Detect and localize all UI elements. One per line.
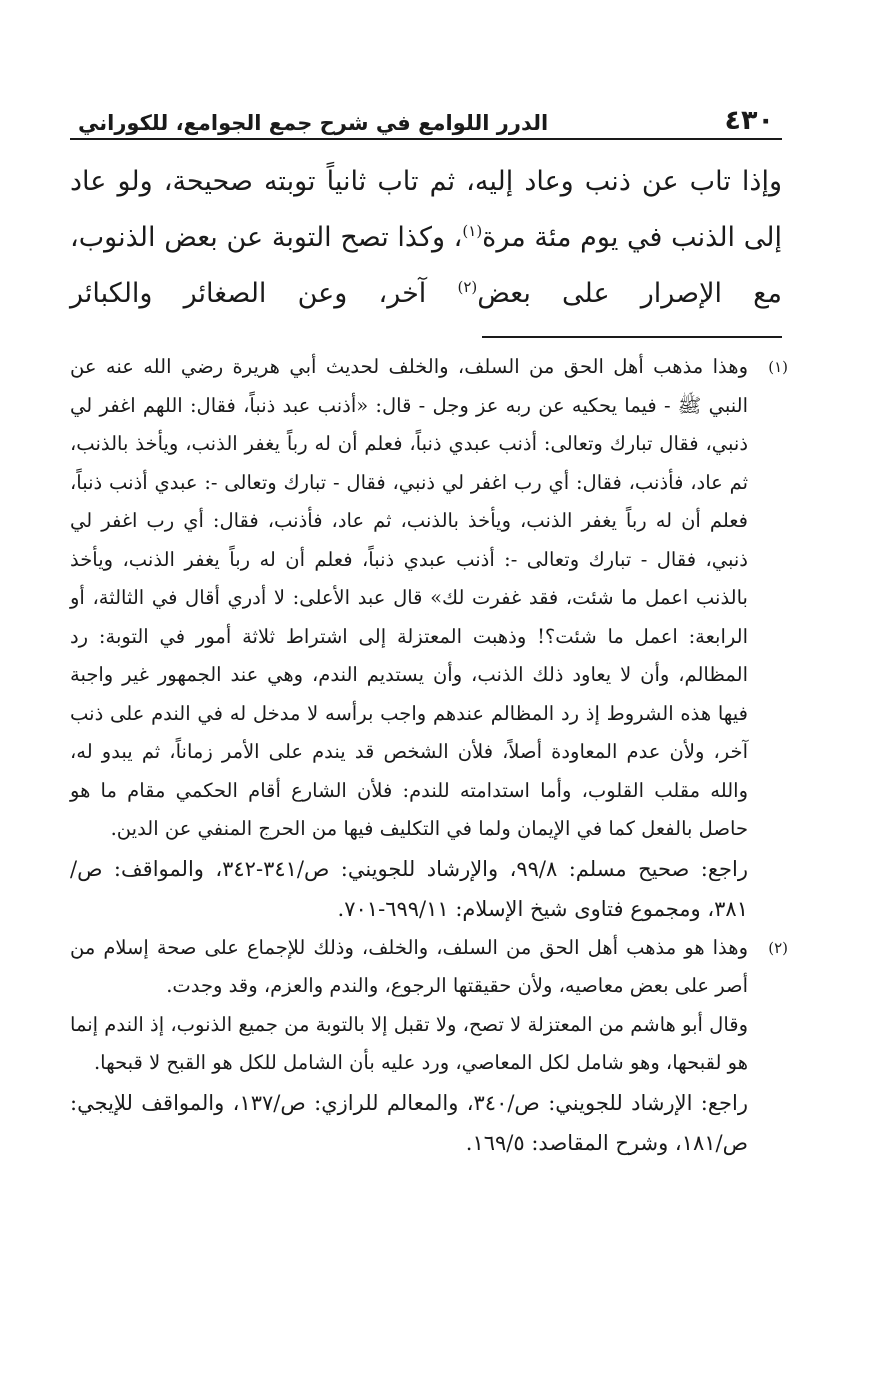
book-page bbox=[70, 100, 788, 1163]
footnote-2 bbox=[70, 929, 788, 1163]
main-text-part-1: وإذا تاب عن ذنب وعاد إليه، ثم تاب ثانياً توبته صحيحة، ولو عاد إلى الذنب في يوم مئة مرة bbox=[70, 166, 782, 253]
running-header bbox=[70, 100, 782, 140]
footnote-reference: راجع: الإرشاد للجويني: ص/٣٤٠، والمعالم للرازي: ص/١٣٧، والمواقف للإيجي: ص/١٨١، وشرح المقاصد: ١٦٩/٥. bbox=[70, 1090, 748, 1155]
footnote-ref-2[interactable]: (٢) bbox=[457, 278, 478, 296]
footnote-separator bbox=[70, 336, 782, 338]
footnote-paragraph: وهذا هو مذهب أهل الحق من السلف، والخلف، وذلك للإجماع على صحة إسلام من أصر على بعض معاصيه، ولأن حقيقتها الرجوع، والندم والعزم، وقد وجدت. bbox=[70, 935, 748, 997]
footnotes bbox=[70, 348, 788, 1163]
footnote-marker: (١) bbox=[768, 358, 788, 376]
footnote-marker: (٢) bbox=[768, 938, 788, 957]
main-text bbox=[70, 154, 782, 322]
page-number: ٤٣٠ bbox=[724, 105, 774, 136]
footnote-rule bbox=[482, 336, 782, 338]
footnote-ref-1[interactable]: (١) bbox=[462, 222, 483, 240]
running-title: الدرر اللوامع في شرح جمع الجوامع، للكوراني bbox=[78, 111, 549, 135]
main-text-part-2: ، وكذا تصح التوبة عن بعض الذنوب، مع الإصرار على بعض bbox=[70, 222, 783, 309]
footnote-reference: راجع: صحيح مسلم: ٩٩/٨، والإرشاد للجويني: ص/٣٤١-٣٤٢، والمواقف: ص/٣٨١، ومجموع فتاوى شيخ الإسلام: ٦٩٩/١١-٧٠١. bbox=[70, 856, 748, 921]
footnote-paragraph: وهذا مذهب أهل الحق من السلف، والخلف لحديث أبي هريرة رضي الله عنه عن النبي ﷺ - فيما يحكيه عن ربه عز وجل - قال: «أذنب عبد ذنباً، فقال: اللهم اغفر لي ذنبي، فقال تبارك وتعالى: أذنب عبدي ذنباً، فعلم أن له رباً يغفر الذنب، ويأخذ بالذنب، ثم عاد، فأذنب، فقال: أي رب اغفر لي ذنبي، فقال - تبارك وتعالى -: عبدي أذنب ذنباً، فعلم أن له رباً يغفر الذنب، ويأخذ بالذنب، ثم عاد، فأذنب، فقال: أي رب اغفر لي ذنبي، فقال - تبارك وتعالى -: أذنب عبدي ذنباً، فعلم أن له رباً يغفر الذنب، ويأخذ بالذنب اعمل ما شئت، فقد غفرت لك» قال عبد الأعلى: لا أدري أقال في الثالثة، أو الرابعة: اعمل ما شئت؟! وذهبت المعتزلة إلى اشتراط ثلاثة أمور في التوبة: رد المظالم، وأن لا يعاود ذلك الذنب، وأن يستديم الندم، وهي عند الجمهور غير واجبة فيها هذه الشروط إذ رد المظالم عندهم واجب برأسه لا مدخل له في الندم على ذنب آخر، ولأن عدم المعاودة أصلاً، فلأن الشخص قد يندم على الأمر زماناً، ثم يبدو له، والله مقلب القلوب، وأما استدامته للندم: فلأن الشارع أقام الحكمي مقام ما هو حاصل بالفعل كما في الإيمان ولما في التكليف فيها من الحرج المنفي عن الدين. bbox=[70, 355, 748, 840]
main-paragraph bbox=[70, 154, 782, 322]
main-text-part-3: آخر، وعن الصغائر والكبائر bbox=[70, 278, 458, 309]
footnote-1 bbox=[70, 348, 788, 929]
footnote-paragraph: وقال أبو هاشم من المعتزلة لا تصح، ولا تقبل إلا بالتوبة من جميع الذنوب، إذ الندم إنما هو لقبحها، وهو شامل لكل المعاصي، ورد عليه بأن الشامل للكل هو القبح لا قبحها. bbox=[70, 1012, 748, 1074]
